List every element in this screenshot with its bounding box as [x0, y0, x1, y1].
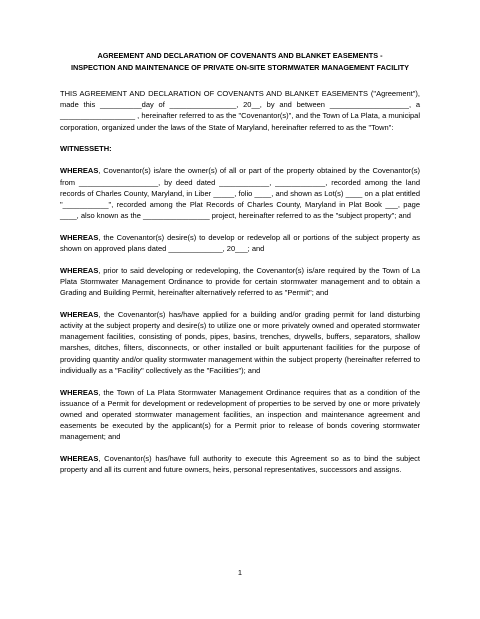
whereas-paragraph-4: [60, 309, 420, 376]
whereas-lead: WHEREAS: [60, 166, 99, 176]
whereas-text: , Covenantor(s) has/have full authority to execute this Agreement so as to bind the subject property and all its current and future owners, heirs, personal representatives, successors and assigns.: [60, 454, 420, 475]
whereas-text: , Covenantor(s) is/are the owner(s) of all or part of the property obtained by the Covenantor(s) from ___________________, by deed dated ____________, ____________, recorded among the land records of Charles County, Maryland, in Liber _____, folio ____, and shown as Lot(s) ____ on a plat entitled "___________", recorded among the Plat Records of Charles County, Maryland in Plat Book ___, page ____, also known as the ________________ project, hereinafter referred to as the "subject property"; and: [60, 166, 420, 221]
whereas-text: , the Covenantor(s) has/have applied for a building and/or grading permit for land disturbing activity at the subject property and desire(s) to utilize one or more privately owned and operated stormwater management facilities, consisting of ponds, pipes, basins, trenches, drywells, buffers, separators, shallow marshes, ditches, filters, disconnects, or other installed or built appurtenant facilities for the purpose of providing quantity and/or quality stormwater management within the subject property (hereinafter referred to individually as a "Facility" collectively as the "Facilities"); and: [60, 309, 420, 375]
witnesseth-heading: WITNESSETH:: [60, 144, 112, 154]
document-title: [60, 50, 420, 74]
whereas-lead: WHEREAS: [60, 265, 99, 275]
intro-paragraph: THIS AGREEMENT AND DECLARATION OF COVENANTS AND BLANKET EASEMENTS ("Agreement"), made this __________day of ________________, 20__, by and between ___________________, a __________________ , hereinafter referred to as the "Covenantor(s)", and the Town of La Plata, a municipal corporation, organized under the laws of the State of Maryland, hereinafter referred to as the "Town":: [60, 89, 421, 132]
page-number: 1: [237, 568, 243, 577]
whereas-lead: WHEREAS: [60, 232, 99, 242]
whereas-lead: WHEREAS: [60, 309, 99, 319]
whereas-lead: WHEREAS: [60, 454, 99, 464]
whereas-paragraph-3: [60, 265, 420, 299]
whereas-paragraph-6: [60, 453, 420, 475]
title-line-1: AGREEMENT AND DECLARATION OF COVENANTS AND BLANKET EASEMENTS -: [97, 51, 383, 60]
whereas-paragraph-1: [60, 165, 420, 221]
whereas-text: , the Covenantor(s) desire(s) to develop or redevelop all or portions of the subject property as shown on approved plans dated _____________, 20___; and: [60, 232, 420, 254]
whereas-text: , prior to said developing or redeveloping, the Covenantor(s) is/are required by the Town of La Plata Stormwater Management Ordinance to provide for certain stormwater management and to obtain a Grading and Building Permit, hereinafter alternatively referred to as "Permit"; and: [60, 265, 420, 298]
whereas-paragraph-5: [60, 387, 420, 443]
whereas-lead: WHEREAS: [60, 387, 99, 397]
whereas-paragraph-2: [60, 232, 420, 254]
whereas-text: , the Town of La Plata Stormwater Management Ordinance requires that as a condition of the issuance of a Permit for development or redevelopment of properties to be served by one or more privately owned and operated stormwater management facilities, an inspection and maintenance agreement and easements be executed by the applicant(s) for a Permit prior to release of bonds covering stormwater management; and: [60, 387, 420, 442]
title-line-2: INSPECTION AND MAINTENANCE OF PRIVATE ON-SITE STORMWATER MANAGEMENT FACILITY: [70, 63, 410, 72]
